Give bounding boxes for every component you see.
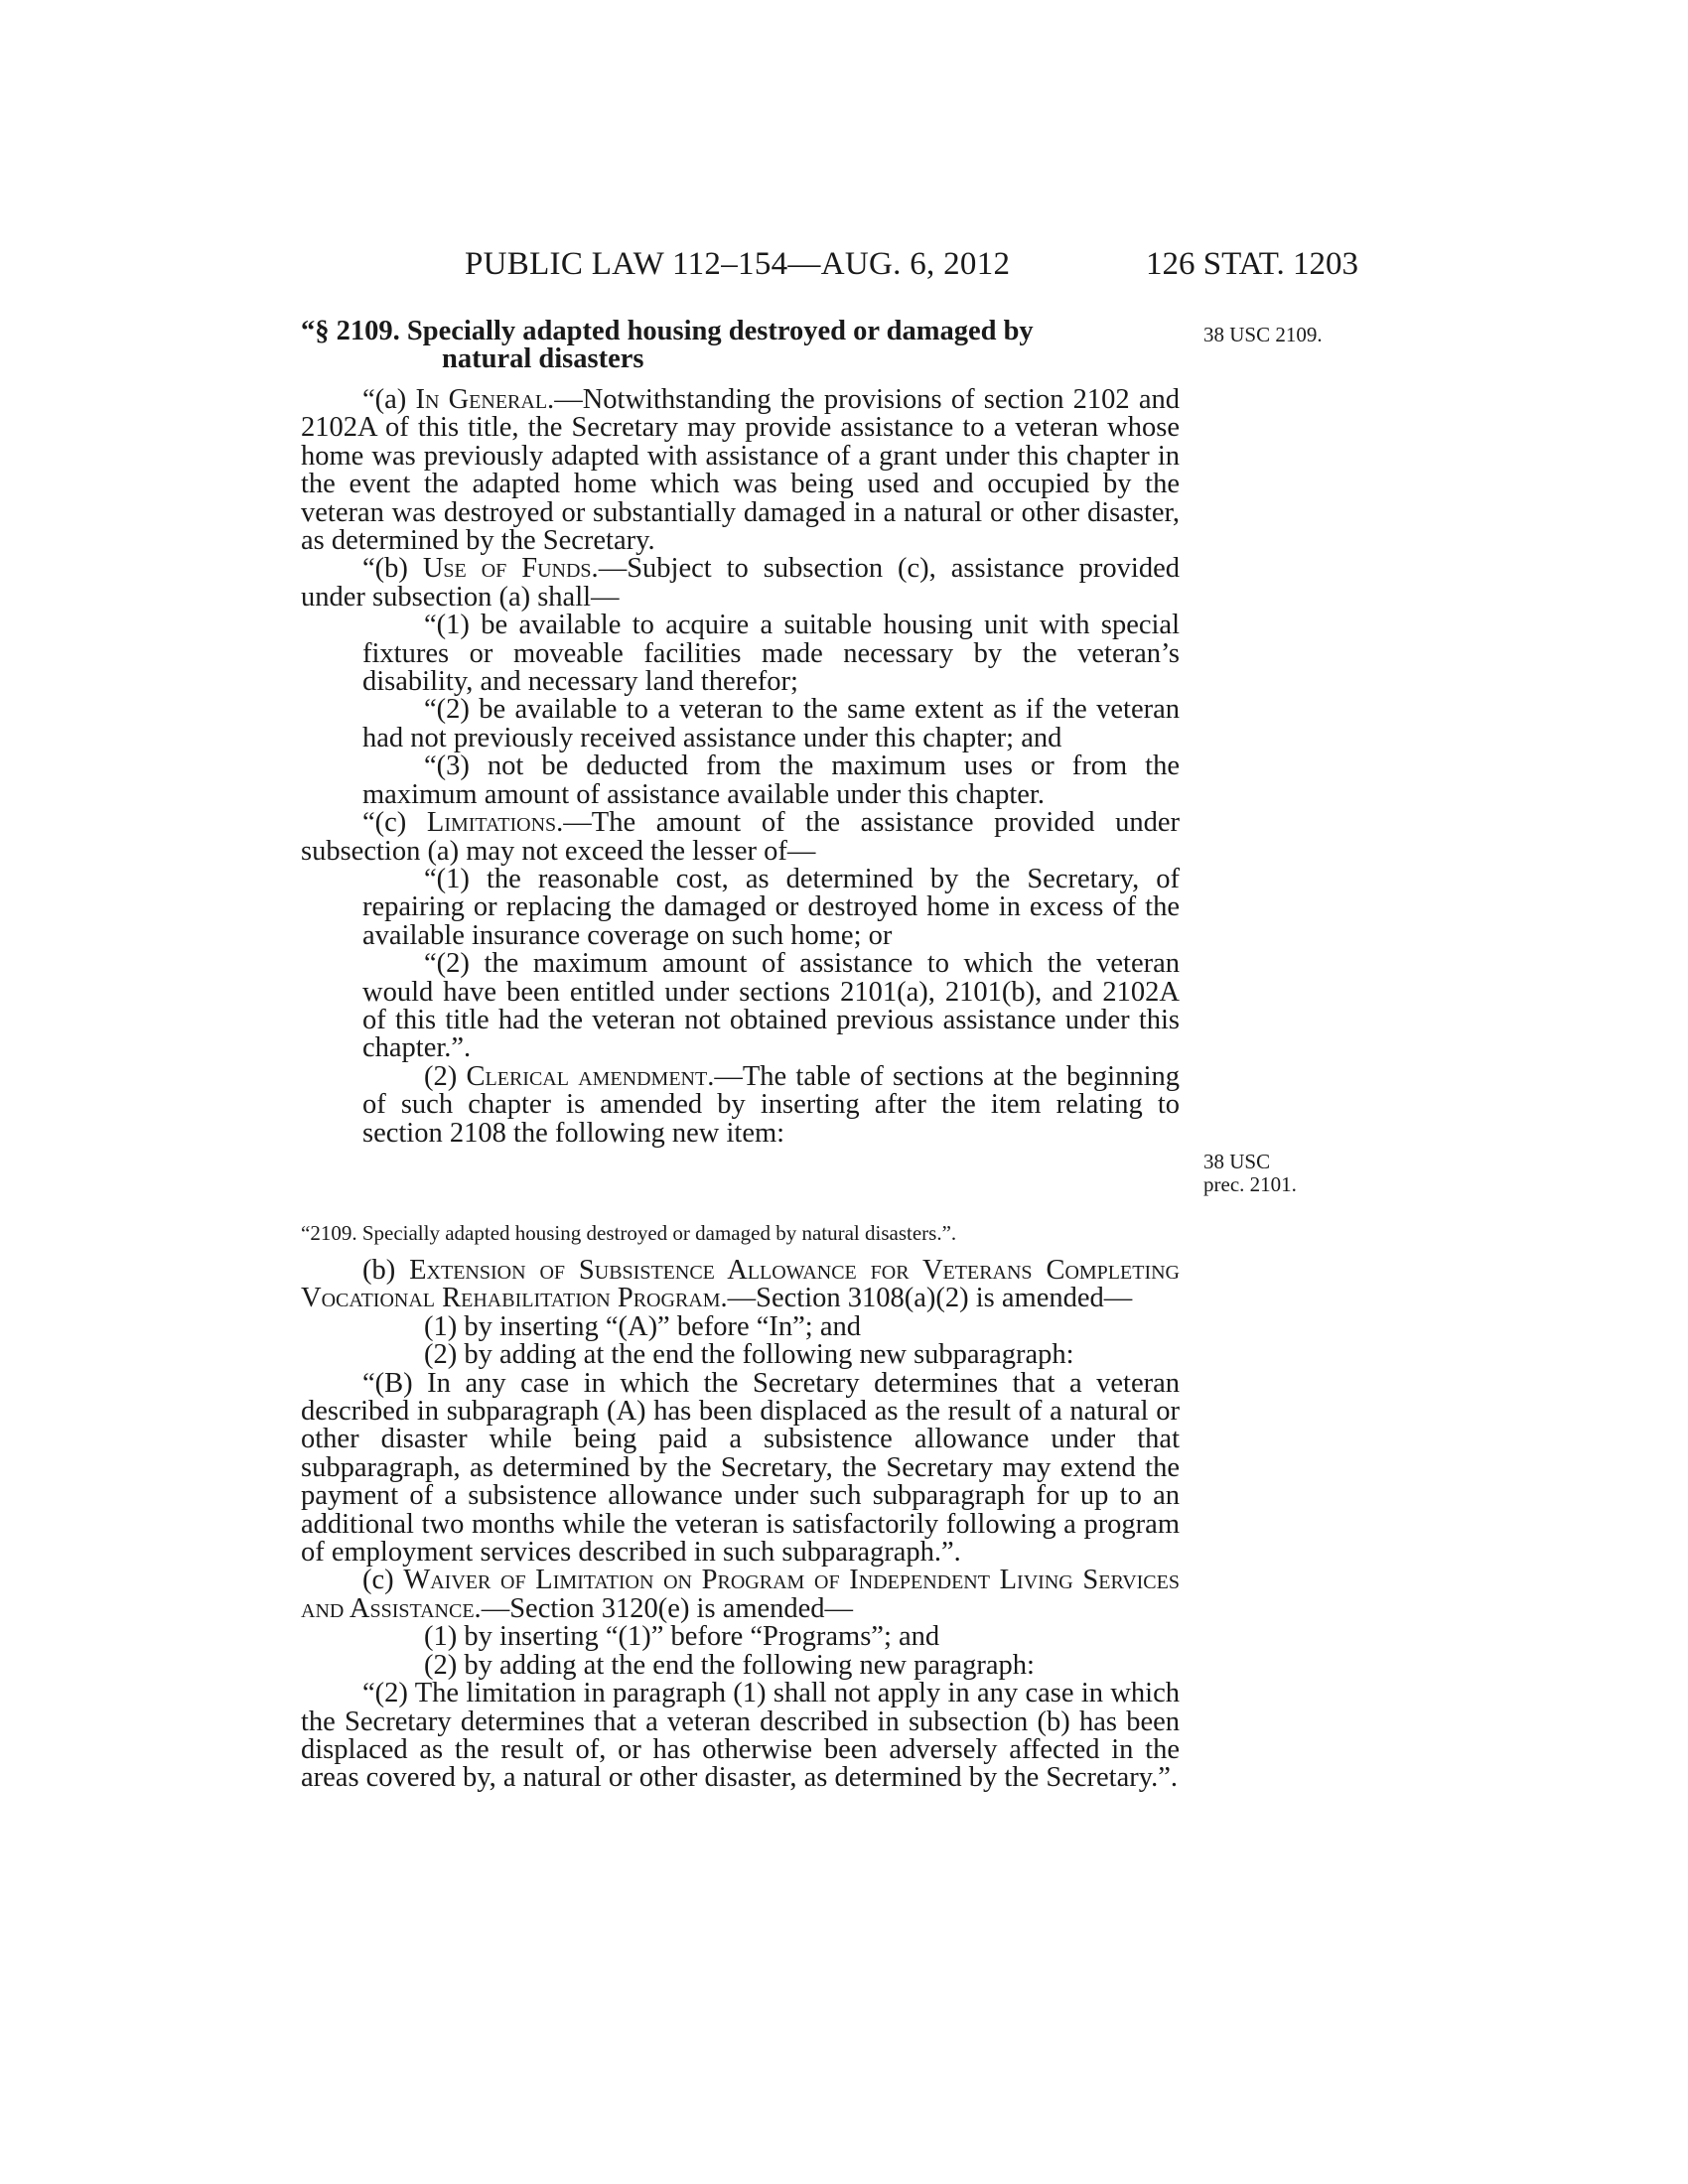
subsection-heading: Use of Funds. [422,553,599,585]
paragraph-c2: “(2) the maximum amount of assistance to which the veteran would have been entitled under sections 2101(a), 2101(b), and 2102A of this title had the veteran not obtained previous assistance under this chapter.”. [362,948,1180,1064]
subsection-heading: Limitations. [426,807,564,839]
subsection-c: “(c) Limitations.—The amount of the assistance provided under subsection (a) may not exceed the lesser of— [301,807,1181,867]
margin-note-usc-prec-2101 [1203,1151,1297,1196]
table-of-sections-item: “2109. Specially adapted housing destroyed or damaged by natural disasters.”. [301,1221,957,1245]
margin-note-line2: prec. 2101. [1203,1172,1297,1196]
subsection-a: “(a) In General.—Notwithstanding the provisions of section 2102 and 2102A of this title, the Secretary may provide assistance to a veteran whose home was previously adapted with assistance of a grant under this chapter in the event the adapted home which was being used and occupied by the veteran was destroyed or substantially damaged in a natural or other disaster, as determined by the Secretary. [301,384,1180,557]
clerical-amendment: (2) Clerical amendment.—The table of sections at the beginning of such chapter is amended by inserting after the item relating to section 2108 the following new item: [362,1060,1181,1149]
paragraph-b2: “(2) be available to a veteran to the same extent as if the veteran had not previously received assistance under this chapter; and [362,694,1180,753]
running-header-page-number: 126 STAT. 1203 [1146,246,1359,282]
paragraph-b1: “(1) be available to acquire a suitable housing unit with special fixtures or moveable facilities made necessary by the veteran’s disability, and necessary land therefor; [362,610,1180,698]
subsection-c-waiver: (c) Waiver of Limitation on Program of Independent Living Services and Assistance.—Section 3120(e) is amended— [301,1565,1180,1624]
section-heading-line2: natural disasters [442,343,644,375]
subsection-b-extension: (b) Extension of Subsistence Allowance for Veterans Completing Vocational Rehabilitation Program.—Section 3108(a)(2) is amended— [301,1255,1180,1314]
subsection-heading: Clerical amendment. [466,1060,715,1092]
paragraph-c1: “(1) the reasonable cost, as determined by the Secretary, of repairing or replacing the damaged or destroyed home in excess of the available insurance coverage on such home; or [362,863,1180,951]
section-heading-line1: “§ 2109. Specially adapted housing destroyed or damaged by [301,316,1034,346]
subsection-b: “(b) Use of Funds.—Subject to subsection (c), assistance provided under subsection (a) shall— [301,553,1180,613]
new-paragraph-2: “(2) The limitation in paragraph (1) shall not apply in any case in which the Secretary determines that a veteran described in subsection (b) has been displaced as the result of, or has otherwise been adversely affected in the areas covered by, a natural or other disaster, as determined by the Secretary.”. [301,1678,1180,1794]
amendment-item-1: (1) by inserting “(1)” before “Programs”; and [424,1621,940,1653]
amendment-item-1: (1) by inserting “(A)” before “In”; and [424,1310,861,1342]
subsection-heading: Extension of Subsistence Allowance for Veterans Completing Vocational Rehabilitation Program. [301,1255,1180,1314]
margin-note-usc-2109: 38 USC 2109. [1203,323,1323,346]
subparagraph-b: “(B) In any case in which the Secretary determines that a veteran described in subparagraph (A) has been displaced as the result of a natural or other disaster while being paid a subsistence allowance under that subparagraph, as determined by the Secretary, the Secretary may extend the payment of a subsistence allowance under such subparagraph for up to an additional two months while the veteran is satisfactorily following a program of employment services described in such subparagraph.”. [301,1367,1180,1569]
statute-body-lower [301,1257,1180,1793]
margin-note-line1: 38 USC [1203,1150,1271,1173]
running-header-title: PUBLIC LAW 112–154—AUG. 6, 2012 [465,246,1011,282]
amendment-item-2: (2) by adding at the end the following new paragraph: [424,1649,1035,1681]
paragraph-b3: “(3) not be deducted from the maximum uses or from the maximum amount of assistance available under this chapter. [362,751,1180,810]
amendment-item-2: (2) by adding at the end the following new subparagraph: [424,1339,1074,1371]
subsection-heading: In General. [415,384,555,415]
section-heading [301,318,1180,374]
subsection-heading: Waiver of Limitation on Program of Independent Living Services and Assistance. [301,1565,1180,1624]
statute-body-upper [301,386,1180,1148]
